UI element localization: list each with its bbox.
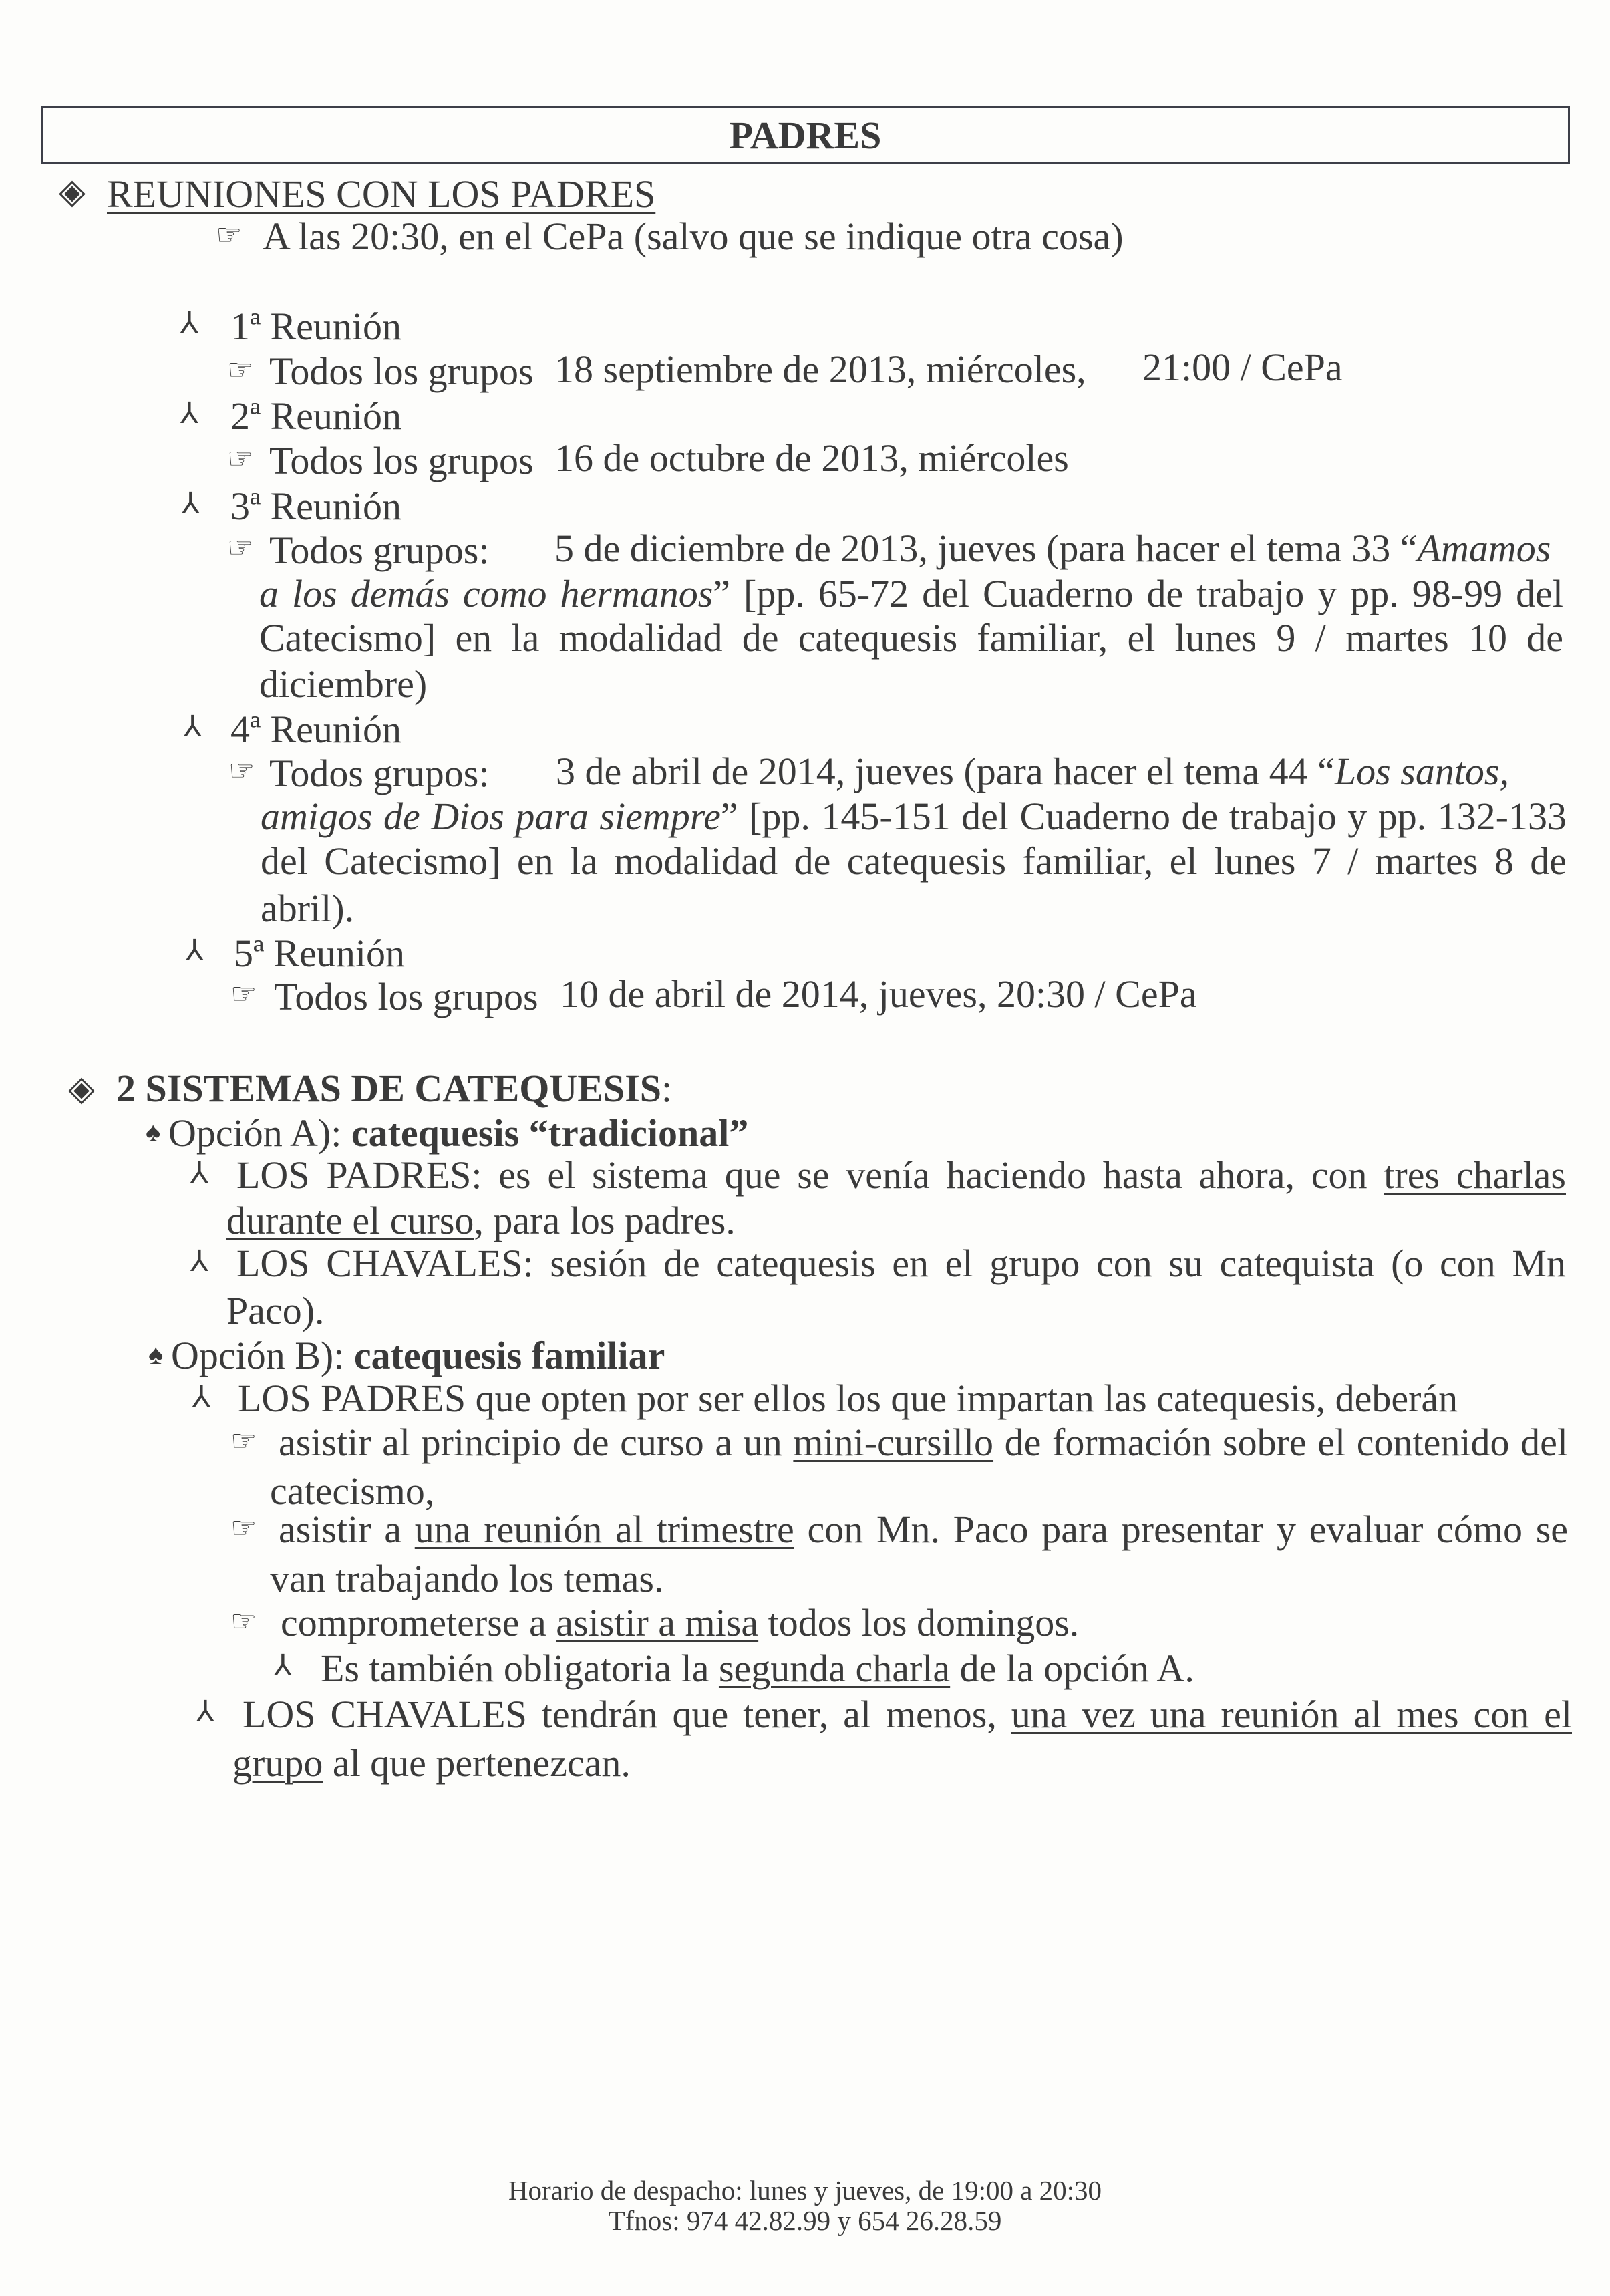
triangle-bullet-icon: ⅄ bbox=[190, 1245, 208, 1278]
triangle-bullet-icon: ⅄ bbox=[190, 1157, 208, 1189]
triangle-bullet-icon: ⅄ bbox=[182, 487, 200, 520]
meeting-4-line4: abril). bbox=[261, 887, 355, 930]
option-b-item2-line2: van trabajando los temas. bbox=[270, 1557, 664, 1600]
meeting-5-date: 10 de abril de 2014, jueves, 20:30 / CePa bbox=[560, 972, 1197, 1016]
meeting-2-label: 2ª Reunión bbox=[230, 394, 402, 438]
triangle-bullet-icon: ⅄ bbox=[196, 1695, 214, 1728]
meeting-4-line1: 3 de abril de 2014, jueves (para hacer el tema 44 “Los santos, bbox=[556, 750, 1510, 793]
meeting-default-note: A las 20:30, en el CePa (salvo que se indique otra cosa) bbox=[263, 214, 1124, 258]
option-a-chavales-line2: Paco). bbox=[226, 1289, 325, 1332]
triangle-bullet-icon: ⅄ bbox=[180, 307, 198, 339]
meeting-5-who: Todos los grupos bbox=[274, 975, 538, 1018]
meeting-3-line3: Catecismo] en la modalidad de catequesis familiar, el lunes 9 / martes 10 de bbox=[259, 616, 1563, 660]
meeting-5-label: 5ª Reunión bbox=[234, 931, 406, 975]
spade-bullet-icon: ♠ bbox=[148, 1340, 164, 1371]
option-b-padres-intro: LOS PADRES que opten por ser ellos los que impartan las catequesis, deberán bbox=[238, 1377, 1458, 1420]
triangle-bullet-icon: ⅄ bbox=[180, 397, 198, 430]
section-title-sistemas: 2 SISTEMAS DE CATEQUESIS: bbox=[116, 1066, 673, 1110]
pointing-hand-icon: ☞ bbox=[230, 1512, 257, 1544]
triangle-bullet-icon: ⅄ bbox=[184, 710, 202, 743]
meeting-3-line4: diciembre) bbox=[259, 662, 428, 706]
diamond-bullet-icon: ◈ bbox=[68, 1070, 95, 1108]
spade-bullet-icon: ♠ bbox=[146, 1117, 161, 1148]
page-title: PADRES bbox=[729, 114, 882, 157]
triangle-bullet-icon: ⅄ bbox=[274, 1649, 292, 1682]
option-b-item2-line1: asistir a una reunión al trimestre con Mn. Paco para presentar y evaluar cómo se bbox=[279, 1508, 1569, 1551]
meeting-4-label: 4ª Reunión bbox=[230, 708, 402, 751]
meeting-3-who: Todos grupos: bbox=[269, 529, 490, 572]
pointing-hand-icon: ☞ bbox=[230, 1425, 257, 1457]
meeting-3-line1: 5 de diciembre de 2013, jueves (para hacer el tema 33 “Amamos bbox=[554, 527, 1551, 570]
option-a-padres-line2: durante el curso, para los padres. bbox=[226, 1199, 736, 1242]
option-a-padres-line1: LOS PADRES: es el sistema que se venía haciendo hasta ahora, con tres charlas bbox=[236, 1153, 1566, 1197]
header-box bbox=[41, 106, 1570, 164]
option-a-chavales-line1: LOS CHAVALES: sesión de catequesis en el grupo con su catequista (o con Mn bbox=[236, 1242, 1566, 1285]
meeting-2-date: 16 de octubre de 2013, miércoles bbox=[554, 436, 1069, 480]
option-b-subnote: Es también obligatoria la segunda charla de la opción A. bbox=[321, 1646, 1194, 1690]
triangle-bullet-icon: ⅄ bbox=[192, 1381, 210, 1413]
meeting-3-line2: a los demás como hermanos” [pp. 65-72 del Cuaderno de trabajo y pp. 98-99 del bbox=[259, 572, 1563, 615]
option-b-chavales-line2: grupo al que pertenezcan. bbox=[232, 1741, 631, 1785]
meeting-2-who: Todos los grupos bbox=[269, 439, 534, 482]
pointing-hand-icon: ☞ bbox=[227, 531, 254, 564]
section-title-reuniones: REUNIONES CON LOS PADRES bbox=[107, 172, 656, 216]
meeting-1-who: Todos los grupos bbox=[269, 349, 534, 393]
option-b-item1-line1: asistir al principio de curso a un mini-cursillo de formación sobre el contenido del bbox=[279, 1421, 1568, 1464]
option-b-item3: comprometerse a asistir a misa todos los domingos. bbox=[281, 1601, 1080, 1644]
footer-office-hours: Horario de despacho: lunes y jueves, de 19:00 a 20:30 bbox=[508, 2175, 1102, 2206]
pointing-hand-icon: ☞ bbox=[230, 1605, 257, 1638]
meeting-1-date: 18 septiembre de 2013, miércoles, bbox=[554, 347, 1086, 391]
diamond-bullet-icon: ◈ bbox=[59, 173, 86, 211]
pointing-hand-icon: ☞ bbox=[230, 978, 257, 1010]
option-b-heading: Opción B): catequesis familiar bbox=[171, 1334, 665, 1377]
option-b-item1-line2: catecismo, bbox=[270, 1469, 435, 1513]
meeting-1-time: 21:00 / CePa bbox=[1142, 345, 1343, 389]
pointing-hand-icon: ☞ bbox=[216, 219, 243, 251]
pointing-hand-icon: ☞ bbox=[228, 754, 255, 787]
meeting-4-line2: amigos de Dios para siempre” [pp. 145-151 del Cuaderno de trabajo y pp. 132-133 bbox=[261, 795, 1567, 838]
meeting-4-who: Todos grupos: bbox=[269, 752, 490, 795]
meeting-3-label: 3ª Reunión bbox=[230, 484, 402, 528]
meeting-1-label: 1ª Reunión bbox=[230, 305, 402, 348]
triangle-bullet-icon: ⅄ bbox=[186, 934, 204, 967]
pointing-hand-icon: ☞ bbox=[227, 442, 254, 475]
footer-phones: Tfnos: 974 42.82.99 y 654 26.28.59 bbox=[608, 2205, 1002, 2236]
pointing-hand-icon: ☞ bbox=[227, 353, 254, 386]
option-b-chavales-line1: LOS CHAVALES tendrán que tener, al menos, una vez una reunión al mes con el bbox=[243, 1693, 1572, 1736]
option-a-heading: Opción A): catequesis “tradicional” bbox=[168, 1111, 749, 1155]
meeting-4-line3: del Catecismo] en la modalidad de catequesis familiar, el lunes 7 / martes 8 de bbox=[261, 839, 1567, 883]
